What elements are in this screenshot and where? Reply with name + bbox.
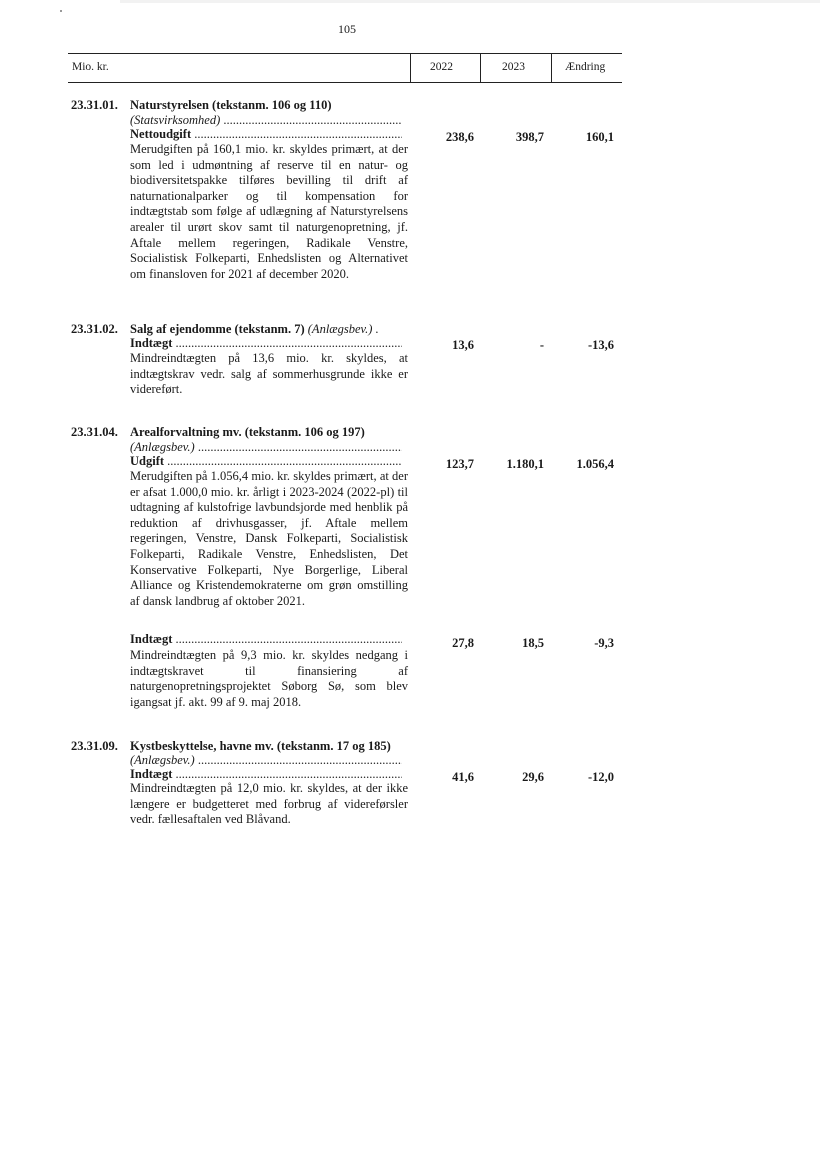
row-label — [130, 127, 402, 142]
value-2022: 238,6 — [445, 130, 474, 144]
value-2023: 29,6 — [522, 770, 544, 784]
value-2022: 41,6 — [452, 770, 474, 784]
header-col-change: Ændring — [565, 61, 606, 73]
row-label — [130, 454, 402, 469]
entry-title-text: Arealforvaltning mv. (tekstanm. 106 og 197) — [130, 425, 365, 439]
entry-code: 23.31.04. — [71, 425, 118, 439]
entry-code: 23.31.02. — [71, 322, 118, 336]
entry-title-suffix: (Anlægsbev.) . — [307, 322, 379, 336]
entry-title — [130, 425, 365, 440]
row-label — [130, 336, 402, 351]
entry-subtitle-text: (Anlægsbev.) — [130, 753, 195, 767]
entry-subtitle — [130, 753, 402, 768]
scan-edge — [120, 0, 820, 3]
entry-title-text: Salg af ejendomme (tekstanm. 7) — [130, 322, 305, 336]
value-2023: - — [539, 338, 544, 352]
header-col-2022: 2022 — [430, 61, 453, 73]
row-label — [130, 767, 402, 782]
entry-subtitle — [130, 113, 402, 128]
entry-code: 23.31.09. — [71, 739, 118, 753]
entry-title — [130, 322, 379, 337]
entry-title — [130, 739, 391, 754]
entry-title-text: Naturstyrelsen (tekstanm. 106 og 110) — [130, 98, 332, 112]
explanation-text: Mindreindtægten på 9,3 mio. kr. skyldes nedgang i indtægtskravet til finansiering af naturgenopretningsprojektet Søborg Sø, som blev igangsat jf. akt. 99 af 9. maj 2018. — [130, 648, 408, 709]
value-change: -12,0 — [587, 770, 614, 784]
entry-subtitle — [130, 440, 402, 455]
row-label-text: Indtægt — [130, 336, 173, 350]
value-change: 160,1 — [585, 130, 614, 144]
header-divider — [410, 53, 411, 83]
value-2023: 398,7 — [515, 130, 544, 144]
row-label — [130, 632, 402, 647]
value-change: -13,6 — [587, 338, 614, 352]
row-label-text: Udgift — [130, 454, 165, 468]
scan-speck — [60, 10, 62, 12]
header-bottom-rule — [68, 82, 622, 83]
row-label-text: Indtægt — [130, 767, 173, 781]
value-change: 1.056,4 — [576, 457, 614, 471]
entry-subtitle-text: (Statsvirksomhed) — [130, 113, 221, 127]
row-label-text: Indtægt — [130, 632, 173, 646]
value-2022: 27,8 — [452, 636, 474, 650]
header-unit: Mio. kr. — [72, 61, 109, 73]
explanation-text: Merudgiften på 160,1 mio. kr. skyldes primært, at der som led i udmøntning af reserve til en natur- og biodiversitetspakke tilføres bevilling til drift af naturnationalparker og til kompensation for indtægtstab som følge af udlægning af Naturstyrelsens arealer til urørt skov samt til naturgenopretning, jf. Aftale mellem regeringen, Radikale Venstre, Socialistisk Folkeparti, Enhedslisten og Alternativet om finansloven for 2021 af december 2020. — [130, 142, 408, 281]
value-2023: 1.180,1 — [506, 457, 544, 471]
header-top-rule — [68, 53, 622, 54]
value-2022: 13,6 — [452, 338, 474, 352]
entry-subtitle-text: (Anlægsbev.) — [130, 440, 195, 454]
value-change: -9,3 — [594, 636, 614, 650]
header-col-2023: 2023 — [502, 61, 525, 73]
explanation-text: Mindreindtægten på 13,6 mio. kr. skyldes, at indtægtskrav vedr. salg af sommerhusgrunde ikke er videreført. — [130, 351, 408, 397]
entry-title — [130, 98, 332, 113]
entry-title-text: Kystbeskyttelse, havne mv. (tekstanm. 17 og 185) — [130, 739, 391, 753]
explanation-text: Mindreindtægten på 12,0 mio. kr. skyldes, at der ikke længere er budgetteret med forbrug af videreførsler vedr. fællesaftalen ved Blåvand. — [130, 781, 408, 827]
entry-code: 23.31.01. — [71, 98, 118, 112]
page-number: 105 — [338, 22, 356, 36]
value-2022: 123,7 — [445, 457, 474, 471]
header-divider — [551, 53, 552, 83]
row-label-text: Nettoudgift — [130, 127, 192, 141]
value-2023: 18,5 — [522, 636, 544, 650]
explanation-text: Merudgiften på 1.056,4 mio. kr. skyldes primært, at der er afsat 1.000,0 mio. kr. årligt i 2023-2024 (2022-pl) til udtagning af kulstofrige lavbundsjorde med henblik på reduktion af drivhusgasser, jf. Aftale mellem regeringen, Venstre, Dansk Folkeparti, Socialistisk Folkeparti, Radikale Venstre, Enhedslisten, Det Konservative Folkeparti, Nye Borgerlige, Liberal Alliance og Kristendemokraterne om grøn omstilling af dansk landbrug af oktober 2021. — [130, 469, 408, 608]
header-divider — [480, 53, 481, 83]
